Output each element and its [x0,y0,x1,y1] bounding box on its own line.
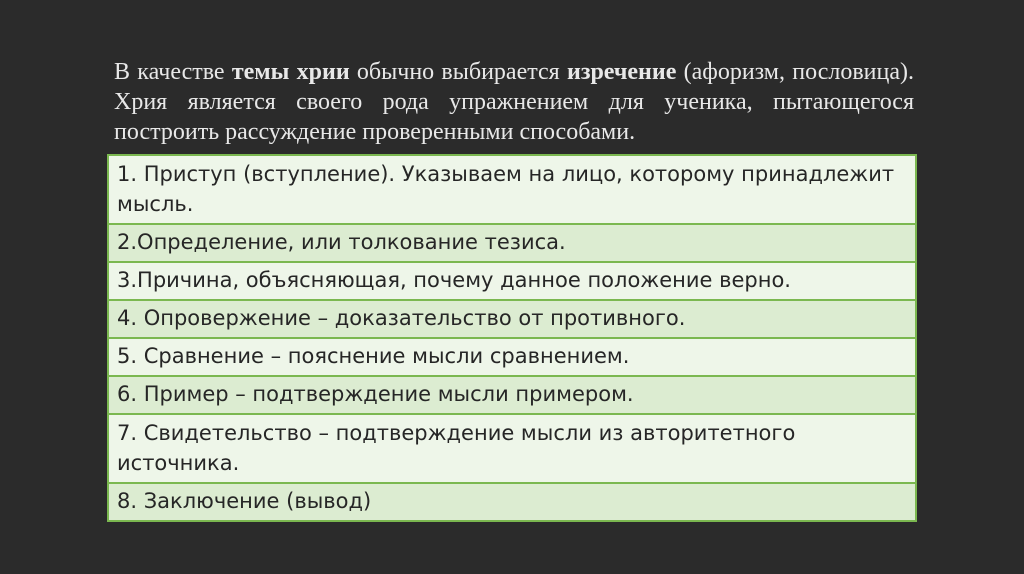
intro-text-2: обычно выбирается [349,59,567,85]
step-4: 4. Опровержение – доказательство от противного. [108,300,916,338]
table-row [108,376,916,414]
step-7: 7. Свидетельство – подтверждение мысли из авторитетного источника. [108,414,916,483]
table-row [108,338,916,376]
table-row [108,262,916,300]
intro-term-saying: изречение [566,59,677,85]
step-5: 5. Сравнение – пояснение мысли сравнением. [108,338,916,376]
chreia-steps-table [107,154,917,522]
step-2: 2.Определение, или толкование тезиса. [108,224,916,262]
intro-text-3: (афоризм, пословица). Хрия является своего рода упражнением для ученика, пытающегося построить рассуждение проверенными способами. [114,59,914,145]
intro-term-chreia-theme: темы хрии [231,59,350,85]
table-row [108,300,916,338]
step-1: 1. Приступ (вступление). Указываем на лицо, которому принадлежит мысль. [108,155,916,224]
table-row [108,224,916,262]
step-3: 3.Причина, объясняющая, почему данное положение верно. [108,262,916,300]
intro-text-1: В качестве [114,59,232,85]
table-row [108,155,916,224]
table-row [108,483,916,521]
step-8: 8. Заключение (вывод) [108,483,916,521]
intro-paragraph [114,57,914,147]
step-6: 6. Пример – подтверждение мысли примером. [108,376,916,414]
table-row [108,414,916,483]
